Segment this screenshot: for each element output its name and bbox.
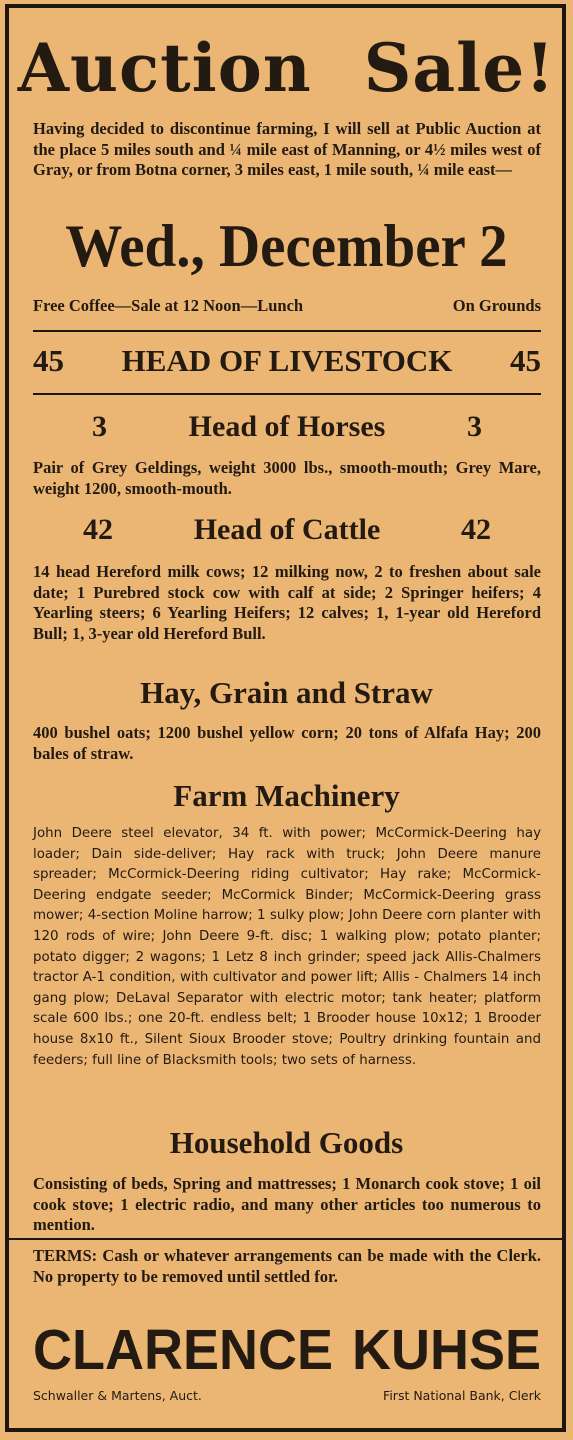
clerk-credit: First National Bank, Clerk: [383, 1388, 541, 1403]
horses-label: Head of Horses: [188, 410, 386, 443]
horses-heading: [92, 406, 482, 448]
machinery-description: John Deere steel elevator, 34 ft. with power; McCormick-Deering hay loader; Dain side-deliver; Hay rack with truck; John Deere manure spreader; McCormick-Deering riding cultivator; Hay rake; McCormick-Deering endgate seeder; McCormick Binder; McCormick-Deering grass mower; 4-section Moline harrow; 1 sulky plow; John Deere corn planter with 120 rods of wire; John Deere 9-ft. disc; 1 walking plow; potato planter; potato digger; 2 wagons; 1 Letz 8 inch grinder; speed jack Allis-Chalmers tractor A-1 condition, with cultivator and power lift; Allis - Chalmers 14 inch gang plow; DeLaval Separator with electric motor; tank heater; platform scale 600 lbs.; one 20-ft. endless belt; 1 Brooder house 10x12; 1 Brooder house 8x10 ft., Silent Sioux Brooder stove; Poultry drinking fountain and feeders; full line of Blacksmith tools; two sets of harness.: [33, 826, 541, 1068]
household-heading: Household Goods: [169, 1125, 404, 1160]
intro-paragraph: Having decided to discontinue farming, I will sell at Public Auction at the place 5 miles south and ¼ mile east of Manning, or 4½ miles west of Gray, or from Botna corner, 3 miles east, 1 mile south, ¼ mile east—: [33, 119, 541, 179]
sale-notice-line: [33, 295, 541, 317]
coffee-text: Free Coffee—Sale at 12 Noon—Lunch: [33, 296, 304, 315]
livestock-count-left: 45: [33, 343, 64, 378]
horses-count-right: 3: [466, 410, 482, 443]
divider-top: [33, 330, 541, 332]
sale-date: Wed., December 2: [65, 213, 508, 279]
owner-first-name: CLARENCE: [33, 1318, 334, 1382]
cattle-heading: [83, 509, 491, 551]
terms-divider: [9, 1238, 564, 1240]
auctioneer-credit: Schwaller & Martens, Auct.: [33, 1388, 202, 1403]
cattle-label: Head of Cattle: [193, 513, 381, 546]
livestock-count-right: 45: [510, 343, 541, 378]
hay-description: 400 bushel oats; 1200 bushel yellow corn; 20 tons of Alfafa Hay; 200 bales of straw.: [33, 723, 541, 763]
divider-bottom: [33, 393, 541, 395]
livestock-label: HEAD OF LIVESTOCK: [121, 343, 453, 378]
machinery-heading: Farm Machinery: [173, 778, 400, 813]
horses-count-left: 3: [92, 410, 107, 443]
owner-last-name: KUHSE: [351, 1318, 541, 1382]
livestock-heading: [33, 338, 541, 384]
owner-name: [33, 1313, 541, 1387]
notice-title: Auction Sale!: [17, 29, 556, 107]
household-description: Consisting of beds, Spring and mattresses; 1 Monarch cook stove; 1 oil cook stove; 1 electric radio, and many other articles too numerous to mention.: [33, 1174, 541, 1234]
terms-text: TERMS: Cash or whatever arrangements can be made with the Clerk. No property to be removed until settled for.: [33, 1246, 541, 1286]
hay-heading: Hay, Grain and Straw: [140, 675, 433, 710]
cattle-count-right: 42: [461, 513, 491, 546]
notice-footer: [33, 1386, 541, 1406]
cattle-description: 14 head Hereford milk cows; 12 milking now, 2 to freshen about sale date; 1 Purebred stock cow with calf at side; 2 Springer heifers; 4 Yearling steers; 6 Yearling Heifers; 12 calves; 1, 1-year old Hereford Bull; 1, 3-year old Hereford Bull.: [33, 562, 541, 643]
cattle-count-left: 42: [83, 513, 113, 546]
grounds-text: On Grounds: [452, 296, 541, 315]
horses-description: Pair of Grey Geldings, weight 3000 lbs., smooth-mouth; Grey Mare, weight 1200, smooth-mouth.: [33, 458, 541, 498]
